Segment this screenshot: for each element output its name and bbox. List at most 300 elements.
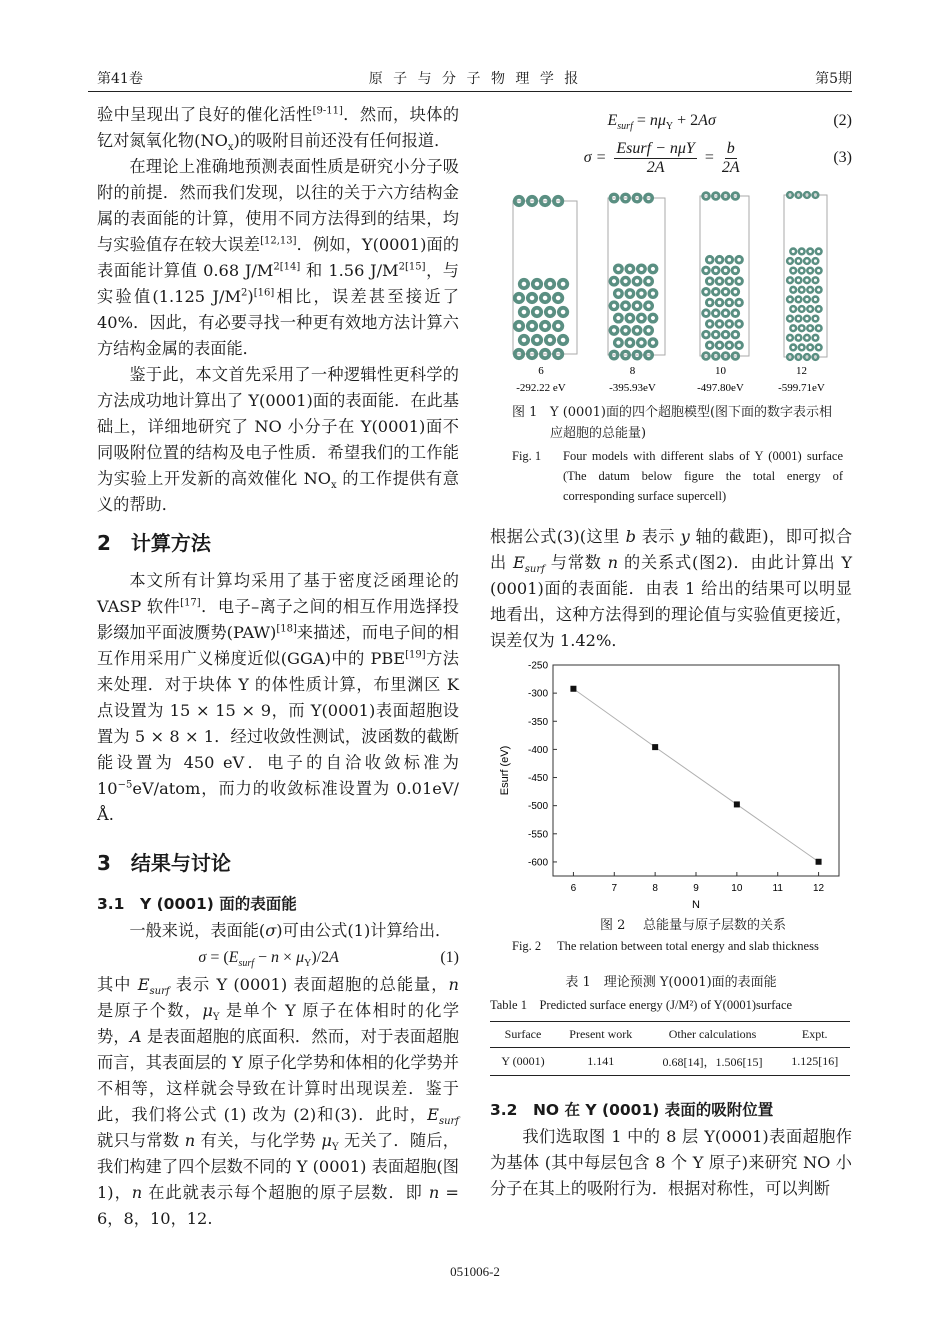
paragraph-methods	[97, 568, 459, 828]
text-run: surf	[149, 986, 170, 998]
equation-1-row	[97, 944, 459, 972]
x-tick-label: 9	[693, 883, 699, 894]
atom	[528, 294, 536, 302]
fig2-caption-cn: 总能量与原子层数的关系	[643, 918, 787, 933]
eq3-lhs: σ =	[583, 149, 607, 166]
text-run: μ	[202, 1001, 213, 1020]
atom	[626, 265, 634, 273]
atom	[554, 294, 562, 302]
atom	[626, 290, 634, 298]
text-run: [14]	[279, 261, 301, 273]
atom	[610, 327, 618, 335]
col-header-present-work: Present work	[569, 1027, 633, 1041]
atom	[638, 314, 646, 322]
volume-label: 第41卷	[97, 71, 143, 87]
atom	[638, 290, 646, 298]
text-run: [18]	[276, 623, 297, 635]
text-run: 其中	[97, 975, 138, 994]
atom	[796, 316, 802, 322]
atom	[799, 268, 805, 274]
figure-2-chart	[490, 656, 852, 911]
atom	[787, 277, 793, 283]
equation-1-number: (1)	[440, 949, 459, 966]
atom	[716, 342, 723, 349]
text-run: surf	[238, 958, 255, 970]
cell-surface: Y (0001)	[501, 1054, 545, 1068]
atom	[706, 342, 713, 349]
text-run: n	[131, 1183, 143, 1202]
slab-model-10	[697, 193, 749, 394]
atom	[528, 322, 536, 330]
text-run: x	[227, 142, 234, 154]
data-point	[652, 744, 658, 750]
plot-frame	[553, 665, 839, 876]
slab-layer-count: 6	[538, 365, 544, 377]
atom	[706, 278, 713, 285]
text-run: μ	[296, 949, 305, 966]
equation-2-number: (2)	[833, 112, 852, 129]
atom	[712, 310, 719, 317]
text-run: 验中呈现出了良好的催化活性	[97, 105, 313, 124]
text-run: 是原子个数，	[97, 1001, 203, 1020]
atom	[615, 314, 623, 322]
atom	[615, 339, 623, 347]
left-column	[97, 102, 459, 1232]
text-run: E	[427, 1105, 439, 1124]
text-run: + 2	[673, 112, 699, 129]
atom	[732, 267, 739, 274]
atom	[533, 280, 541, 288]
eq3-numerator-2: b	[726, 139, 735, 157]
y-tick-label: -350	[527, 716, 548, 728]
cell-other-calculations: 0.68[14]，1.506[15]	[662, 1055, 763, 1069]
text-run: 是表面超胞的底面积．然而，对于表面超胞而言，其表面层的 Y 原子化学势和体相的化学势并不相等，这样就会导致在计算时出现误差．鉴于此，我们将公式 (1) 改为 (2)和(3)．此时，	[97, 1027, 459, 1124]
paragraph-equation-explanation	[97, 972, 459, 1232]
text-run: n	[271, 949, 280, 966]
atom	[804, 297, 810, 303]
atom	[533, 336, 541, 344]
fig1-caption-en-row	[490, 446, 852, 506]
eq3-fraction-1	[614, 140, 696, 177]
atom	[736, 321, 743, 328]
eq3-numerator: Esurf − nμY	[616, 139, 695, 157]
atom	[610, 277, 618, 285]
atom	[722, 289, 729, 296]
atom	[799, 249, 805, 255]
atom	[520, 280, 528, 288]
atom	[816, 287, 822, 293]
text-run: σ	[265, 921, 277, 940]
text-run: surf	[617, 121, 633, 133]
atom	[649, 290, 657, 298]
table1-caption-cn: 表 1 理论预测 Y(0001)面的表面能	[565, 975, 777, 990]
text-run: E	[228, 949, 239, 966]
atom	[787, 258, 793, 264]
atom	[813, 335, 819, 341]
atom	[703, 289, 710, 296]
atom	[787, 297, 793, 303]
equation-1	[97, 949, 440, 970]
text-run: 来描述，而电子间的相互作用采用广义梯度近似(GGA)中的 PBE	[97, 623, 459, 668]
atom	[722, 267, 729, 274]
text-run: −5	[117, 779, 133, 791]
atom	[816, 249, 822, 255]
slab-layer-count: 10	[715, 365, 726, 377]
atom	[541, 294, 549, 302]
atom	[615, 265, 623, 273]
atom	[703, 331, 710, 338]
table-header-row	[490, 1022, 850, 1048]
y-tick-label: -400	[527, 744, 548, 756]
text-run: σ	[198, 949, 207, 966]
fig2-caption-cn-label: 图 2	[600, 918, 626, 933]
atom	[807, 345, 813, 351]
cell-present-work: 1.141	[587, 1054, 615, 1068]
x-tick-label: 11	[772, 883, 783, 894]
fig2-caption-en-label: Fig. 2	[512, 939, 542, 953]
atom	[816, 345, 822, 351]
atom	[633, 302, 641, 310]
equation-3-number: (3)	[833, 149, 852, 166]
text-run: x	[331, 480, 337, 492]
atom	[716, 278, 723, 285]
y-axis-label: Esurf (eV)	[499, 745, 511, 796]
atom	[813, 258, 819, 264]
atom	[633, 277, 641, 285]
paragraph-intro-end	[97, 102, 459, 154]
text-run: ．例如，Y(0001)面的表面能计算值 0.68 J/M	[97, 235, 460, 280]
text-run: 的工作提供有意义的帮助．	[97, 469, 459, 514]
table-row	[490, 1048, 850, 1076]
atom	[816, 268, 822, 274]
y-tick-label: -600	[527, 857, 548, 869]
atom	[546, 280, 554, 288]
atom	[804, 335, 810, 341]
text-run: [16]	[253, 287, 275, 299]
text-run: 是单个 Y 原子在体相时的化学势，	[97, 1001, 460, 1046]
atom	[703, 267, 710, 274]
atom	[813, 277, 819, 283]
atom	[638, 339, 646, 347]
atom	[796, 297, 802, 303]
atom	[712, 289, 719, 296]
text-run: )可由公式(1)计算给出．	[276, 921, 452, 940]
data-point	[570, 686, 576, 692]
atom	[515, 322, 523, 330]
atom	[796, 335, 802, 341]
text-run: =	[632, 112, 650, 129]
atom	[787, 335, 793, 341]
atom	[804, 277, 810, 283]
data-point	[816, 859, 822, 865]
atom	[732, 289, 739, 296]
atom	[615, 290, 623, 298]
slab-layer-count: 12	[796, 365, 807, 377]
y-tick-label: -500	[527, 801, 548, 813]
journal-title: 原 子 与 分 子 物 理 学 报	[368, 71, 582, 87]
atom	[790, 268, 796, 274]
atom	[726, 256, 733, 263]
atom	[645, 277, 653, 285]
text-run: ×	[279, 949, 297, 966]
cell-expt: 1.125[16]	[791, 1054, 839, 1068]
atom	[799, 306, 805, 312]
y-tick-label: -250	[527, 660, 548, 672]
atom	[515, 294, 523, 302]
atom	[722, 331, 729, 338]
atom	[726, 299, 733, 306]
fig2-caption-en: The relation between total energy and slab thickness	[557, 939, 819, 953]
atom	[645, 302, 653, 310]
text-run: 表示 Y (0001) 表面超胞的总能量，	[169, 975, 449, 994]
col-header-expt: Expt.	[801, 1027, 828, 1041]
text-run: = (	[206, 949, 229, 966]
equation-2	[490, 112, 833, 133]
atom	[732, 331, 739, 338]
fig2-caption-en-row	[490, 936, 852, 956]
col-header-surface: Surface	[504, 1027, 542, 1041]
subsection-heading-3-2: 3.2 NO 在 Y (0001) 表面的吸附位置	[490, 1101, 774, 1119]
atom	[807, 325, 813, 331]
x-tick-label: 8	[652, 883, 658, 894]
text-run: E	[512, 553, 525, 572]
paragraph-surface-energy-def	[97, 918, 459, 944]
slab-layer-count: 8	[629, 365, 636, 377]
text-run: E	[607, 112, 618, 129]
text-run: n	[607, 553, 619, 572]
text-run: 方法来处理．对于块体 Y 的体性质计算，布里渊区 K 点设置为 15 × 15 × 9，而 Y(0001)表面超胞设置为 5 × 8 × 1．经过收敛性测试，波函数的截断能设置为 450 eV．电子的自洽收敛标准为 10	[97, 649, 459, 798]
subsection-heading-3-1: 3.1 Y (0001) 面的表面能	[97, 895, 297, 913]
atom	[799, 345, 805, 351]
atom	[649, 339, 657, 347]
atom	[736, 256, 743, 263]
atom	[520, 308, 528, 316]
atom	[554, 322, 562, 330]
slab-total-energy: -599.71eV	[778, 382, 825, 394]
atom	[813, 297, 819, 303]
atom	[712, 331, 719, 338]
text-run: y	[680, 527, 690, 546]
atom	[732, 310, 739, 317]
atom	[559, 336, 567, 344]
series-line	[573, 689, 818, 862]
text-run: A	[129, 1027, 142, 1046]
atom	[790, 287, 796, 293]
atom	[559, 280, 567, 288]
page-number: 051006-2	[450, 1264, 500, 1279]
atom	[796, 258, 802, 264]
atom	[790, 325, 796, 331]
atom	[787, 316, 793, 322]
text-run: Aσ	[698, 112, 716, 129]
text-run: 2	[241, 287, 248, 299]
atom	[649, 314, 657, 322]
atom	[559, 308, 567, 316]
atom	[736, 278, 743, 285]
equation-3	[490, 140, 833, 177]
issue-label: 第5期	[815, 71, 852, 87]
text-run: 2	[273, 261, 280, 273]
right-column	[490, 108, 852, 1202]
text-run: ．电子–离子之间的相互作用选择投影缀加平面波赝势(PAW)	[97, 597, 459, 642]
y-tick-label: -450	[527, 773, 548, 785]
text-run: = 6，8，10，12.	[97, 1183, 459, 1228]
atom	[622, 277, 630, 285]
slab-model-12	[778, 192, 827, 394]
text-run: b	[625, 527, 636, 546]
text-run: [15]	[405, 261, 426, 273]
text-run: 在此就表示每个超胞的原子层数．即	[142, 1183, 429, 1202]
atom	[726, 278, 733, 285]
atom	[622, 302, 630, 310]
text-run: 本文所有计算均采用了基于密度泛函理论的 VASP 软件	[97, 571, 459, 616]
atom	[716, 321, 723, 328]
text-run: Y	[212, 1012, 220, 1024]
atom	[796, 277, 802, 283]
y-tick-label: -550	[527, 829, 548, 841]
atom	[520, 336, 528, 344]
x-tick-label: 7	[611, 883, 618, 894]
paragraph-fit-result	[490, 524, 852, 654]
data-point	[734, 801, 740, 807]
atom	[706, 299, 713, 306]
fig1-caption-cn-row	[490, 402, 852, 444]
atom	[816, 306, 822, 312]
table-1	[490, 1021, 850, 1076]
text-run: surf	[438, 1116, 459, 1128]
atom	[703, 310, 710, 317]
slab-total-energy: -395.93eV	[609, 382, 656, 394]
text-run: Y	[304, 958, 312, 970]
atom	[790, 249, 796, 255]
atom	[807, 249, 813, 255]
atom	[626, 314, 634, 322]
text-run: ，与实验值(1.125 J/M	[97, 261, 459, 306]
text-run: 在理论上准确地预测表面性质是研究小分子吸附的前提．然而我们发现，以往的关于六方结构金属的表面能的计算，使用不同方法得到的结果，均与实验值存在较大误差	[97, 157, 459, 254]
slab-cell-frame	[784, 195, 827, 357]
text-run: 轴的截距)，即可拟合出	[490, 527, 853, 572]
eq3-denominator: 2A	[646, 158, 665, 176]
atom	[712, 267, 719, 274]
atom	[799, 325, 805, 331]
col-header-other-calculations: Other calculations	[668, 1027, 757, 1041]
paragraph-surface-energy-motivation	[97, 154, 459, 362]
atom	[546, 308, 554, 316]
text-run: 相比，误差甚至接近了40%．因此，有必要寻找一种更有效地方法计算六方结构金属的表面能．	[97, 287, 459, 358]
text-run: μ	[321, 1131, 332, 1150]
atom	[790, 306, 796, 312]
paragraph-aim	[97, 362, 459, 518]
atom	[533, 308, 541, 316]
text-run: 就只与常数	[97, 1131, 185, 1150]
x-tick-label: 6	[570, 883, 577, 894]
text-run: 鉴于此，本文首先采用了一种逻辑性更科学的方法成功地计算出了 Y(0001)面的表面能．在此基础上，详细地研究了 NO 小分子在 Y(0001)面不同吸附位置的结构及电子性质．希望我们的工作能为实验上开发新的高效催化 NO	[97, 365, 459, 488]
eq3-fraction-2	[722, 140, 740, 177]
text-run: 与常数	[544, 553, 608, 572]
eq3-denominator-2: 2A	[721, 158, 740, 176]
text-run: Y	[665, 121, 674, 133]
fig2-caption-cn-row	[490, 915, 852, 936]
atom	[645, 327, 653, 335]
text-run: )/2	[311, 949, 330, 966]
slab-model-6	[513, 197, 577, 394]
atom	[736, 299, 743, 306]
x-tick-label: 12	[813, 883, 825, 894]
text-run: 和 1.56 J/M	[300, 261, 399, 280]
text-run: 一般来说，表面能(	[129, 921, 266, 940]
text-run: 根据公式(3)(这里	[490, 527, 626, 546]
section-heading-results: 3 结果与讨论	[97, 851, 231, 875]
header-rule	[88, 91, 852, 92]
atom	[706, 321, 713, 328]
eq3-equals: =	[704, 149, 714, 166]
atom	[706, 256, 713, 263]
atom	[726, 342, 733, 349]
section-heading-methods: 2 计算方法	[97, 531, 211, 555]
text-run: Y	[331, 1142, 339, 1154]
slab-model-8	[608, 194, 665, 394]
text-run: )的吸附目前还没有任何报道．	[233, 131, 451, 150]
fig1-caption-cn: Y (0001)面的四个超胞模型(图下面的数字表示相应超胞的总能量)	[550, 405, 833, 441]
atom	[807, 287, 813, 293]
equation-3-row	[490, 134, 852, 182]
text-run: surf	[524, 564, 545, 576]
text-run: E	[137, 975, 150, 994]
atom	[816, 325, 822, 331]
atom	[799, 287, 805, 293]
fig1-caption-cn-label: 图 1	[512, 405, 538, 420]
text-run: 的关系式(图2)．由此计算出 Y (0001)面的表面能．由表 1 给出的结果可以明显地看出，这种方法得到的理论值与实验值更接近，误差仅为 1.42%．	[490, 553, 853, 650]
atom	[804, 316, 810, 322]
text-run: nμ	[649, 112, 666, 129]
equation-2-row	[490, 108, 852, 134]
atom	[736, 342, 743, 349]
text-run: 无关了．随后，我们构建了四个层数不同的 Y (0001) 表面超胞(图1)，	[97, 1131, 459, 1202]
fig1-caption-en-label: Fig. 1	[512, 449, 542, 463]
text-run: 有关，与化学势	[195, 1131, 322, 1150]
atom	[610, 302, 618, 310]
text-run: n	[184, 1131, 196, 1150]
atom	[813, 316, 819, 322]
atom	[804, 258, 810, 264]
atom	[790, 345, 796, 351]
x-axis-label: N	[692, 899, 700, 911]
text-run: )	[247, 287, 254, 306]
slab-total-energy: -497.80eV	[697, 382, 744, 394]
text-run: −	[254, 949, 272, 966]
atom	[716, 299, 723, 306]
text-run: 表示	[635, 527, 681, 546]
slab-total-energy: -292.22 eV	[516, 382, 566, 394]
atom	[649, 265, 657, 273]
figure-1-slab-models	[490, 186, 852, 398]
fig1-caption-en: Four models with different slabs of Y (0001) surface (The datum below figure the total energy of corresponding surface supercell)	[563, 449, 843, 503]
atom	[622, 327, 630, 335]
text-run: [9-11]	[312, 105, 343, 117]
text-run: [19]	[405, 649, 426, 661]
table1-caption-en: Table 1 Predicted surface energy (J/M²) of Y(0001)surface	[490, 998, 793, 1012]
text-run: A	[329, 949, 339, 966]
atom	[716, 256, 723, 263]
x-tick-label: 10	[731, 883, 743, 894]
atom	[638, 265, 646, 273]
atom	[546, 336, 554, 344]
atom	[626, 339, 634, 347]
text-run: 我们选取图 1 中的 8 层 Y(0001)表面超胞作为基体 (其中每层包含 8 个 Y 原子)来研究 NO 小分子在其上的吸附行为．根据对称性，可以判断	[490, 1127, 852, 1198]
atom	[726, 321, 733, 328]
text-run: 2	[398, 261, 405, 273]
atom	[807, 306, 813, 312]
